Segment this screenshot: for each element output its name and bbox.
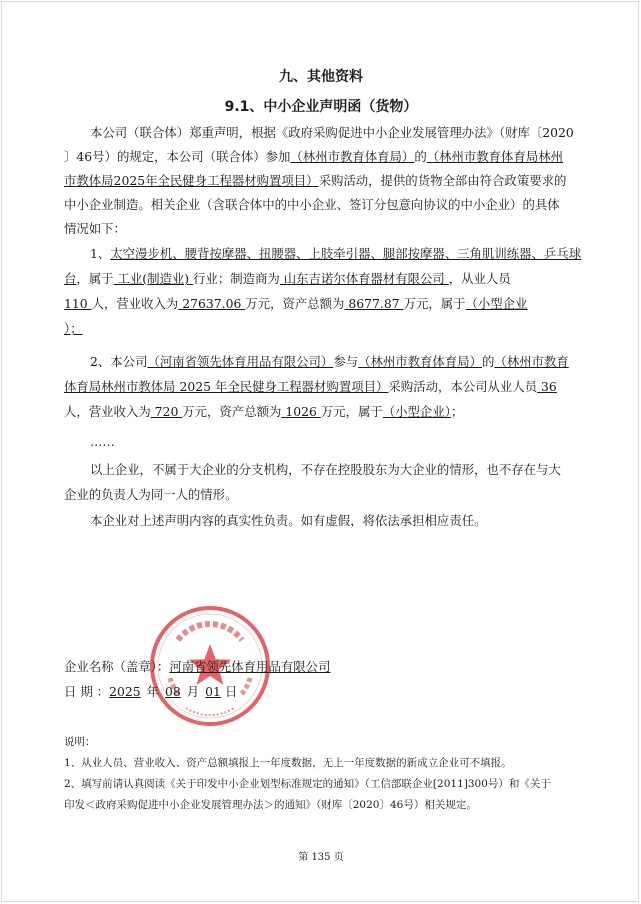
date-year-unit: 年: [146, 684, 159, 699]
section-heading: 九、其他资料: [279, 69, 363, 85]
item1-line-2: [64, 269, 511, 289]
date-label: 日 期 ：: [64, 684, 110, 699]
intro-line-4: 中小企业制造。相关企业（含联合体中的中小企业、签订分包意向协议的中小企业）的具体: [64, 197, 560, 212]
item1-employees: 110: [64, 296, 92, 311]
note-2: 2、填写前请认真阅读《关于印发中小企业划型标准规定的通知》（工信部联企业[2011]300号）和《关于: [64, 778, 551, 790]
item1-revenue: 27637.06: [178, 296, 246, 311]
note-2-cont: 印发＜政府采购促进中小企业发展管理办法＞的通知》（财库〔2020〕46号）相关规定。: [64, 799, 477, 811]
item2-assets: 1026: [281, 404, 321, 419]
item2-size: （小型企业）: [382, 404, 451, 419]
date-month: 08: [165, 684, 181, 699]
item1-line-4: [64, 319, 83, 339]
project-name-part: 市教体局2025年全民健身工程器材购置项目）: [64, 173, 319, 188]
company-name-label: 企业名称（盖章）：: [64, 659, 170, 674]
date-day-unit: 日: [224, 684, 238, 699]
item1-line-3: [64, 294, 527, 314]
item1-text: 万元，属于: [403, 296, 466, 311]
item2-text: ；: [450, 404, 464, 419]
note-1: 1、从业人员、营业收入、资产总额填报上一年度数据，无上一年度数据的新成立企业可不填报。: [64, 757, 512, 769]
item2-text: 万元，资产总额为: [182, 404, 282, 419]
date-row: [64, 682, 241, 702]
closing-line-1: 以上企业，不属于大企业的分支机构，不存在控股股东为大企业的情形，也不存在与大: [90, 462, 561, 477]
item1-line-1: [90, 244, 581, 264]
item2-revenue: 720: [150, 404, 183, 419]
company-name-value: 河南省领先体育用品有限公司: [169, 659, 331, 674]
item2-text: 万元，属于: [320, 404, 383, 419]
ellipsis: ……: [90, 434, 115, 449]
item1-number: 1、: [90, 246, 111, 261]
item1-manufacturer: 山东吉诺尔体育器材有限公司: [279, 271, 449, 286]
closing-line-2: 企业的负责人为同一人的情形。: [64, 487, 238, 502]
item1-goods-end: 台: [64, 271, 77, 286]
item2-text: 参与: [333, 354, 359, 369]
intro-line-3: [64, 171, 566, 191]
item1-text: ，从业人员: [448, 271, 511, 286]
item2-project-end: 体育局林州市教体局 2025 年全民健身工程器材购置项目）: [64, 379, 389, 394]
item2-text: 采购活动，本公司从业人员: [388, 379, 538, 394]
item2-text: 人，营业收入为: [64, 404, 151, 419]
item2-company: （河南省领先体育用品有限公司）: [147, 354, 334, 369]
item1-size-end: ）；: [64, 321, 83, 336]
intro-line-2: [64, 147, 563, 167]
item2-line-2: [64, 377, 557, 397]
item2-purchaser: （林州市教育体育局）: [358, 354, 482, 369]
item2-text: 2、本公司: [90, 354, 148, 369]
item2-employees: 36: [537, 379, 557, 394]
item2-line-3: [64, 402, 463, 422]
date-day: 01: [205, 684, 221, 699]
page-number: 第 135 页: [298, 852, 344, 863]
item1-assets: 8677.87: [344, 296, 404, 311]
item1-size: （小型企业: [465, 296, 528, 311]
intro-line-5: 情况如下：: [64, 221, 126, 236]
item1-industry: 工业(制造业): [113, 271, 194, 286]
item2-line-1: [90, 352, 569, 372]
item2-project: （林州市教育: [494, 354, 569, 369]
item1-text: ，属于: [76, 271, 114, 286]
item1-text: 行业；制造商为: [193, 271, 280, 286]
item2-text: 的: [482, 354, 495, 369]
date-month-unit: 月: [186, 684, 200, 699]
intro-text: 的: [414, 149, 427, 164]
date-year: 2025: [109, 684, 141, 699]
intro-text: 〕46号）的规定，本公司（联合体）参加: [64, 149, 291, 164]
intro-text: 采购活动，提供的货物全部由符合政策要求的: [318, 173, 567, 188]
company-name-row: [64, 657, 330, 677]
item1-text: 人，营业收入为: [91, 296, 179, 311]
intro-line-1: 本公司（联合体）郑重声明，根据《政府采购促进中小企业发展管理办法》（财库〔2020: [90, 125, 574, 140]
item1-goods: 太空漫步机、腰背按摩器、扭腰器、上肢牵引器、腿部按摩器、三角肌训练器、乒乓球: [110, 246, 582, 261]
item1-text: 万元，资产总额为: [245, 296, 345, 311]
declaration-title: 9.1、中小企业声明函（货物）: [224, 99, 418, 115]
notes-title: 说明：: [64, 736, 96, 748]
document-page: [1, 1, 639, 902]
purchaser-name: （林州市教育体育局）: [290, 149, 415, 164]
project-name-part: （林州市教育体育局林州: [426, 149, 564, 164]
closing-line-3: 本企业对上述声明内容的真实性负责。如有虚假，将依法承担相应责任。: [90, 513, 487, 528]
